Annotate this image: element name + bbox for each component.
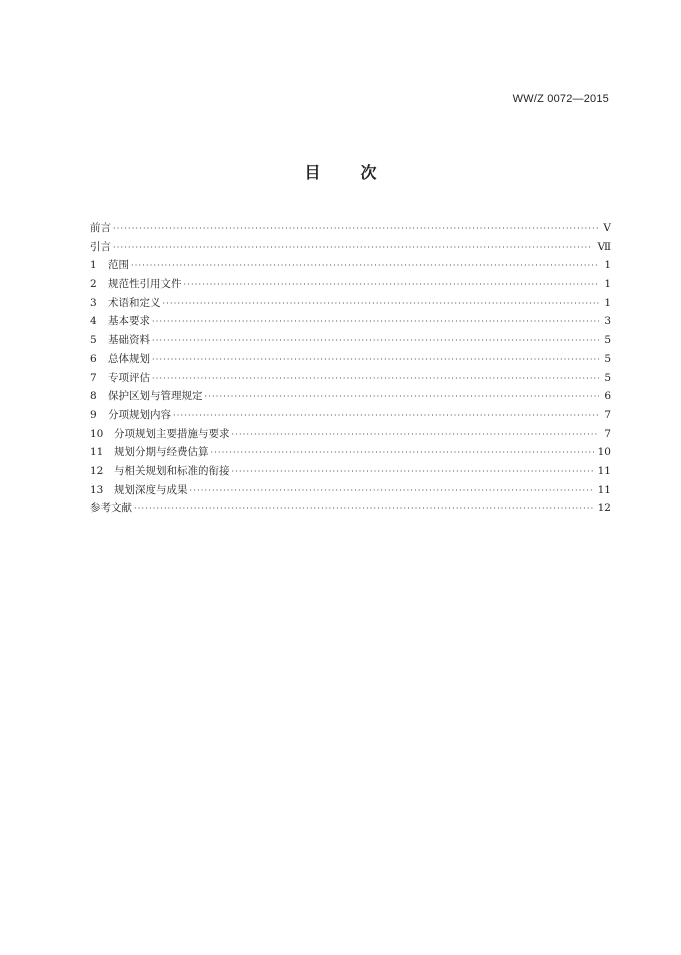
toc-leader-dots — [173, 407, 599, 426]
toc-entry-page: 11 — [597, 464, 611, 477]
toc-entry-12[interactable] — [90, 462, 611, 481]
toc-leader-dots — [152, 313, 599, 332]
toc-entry-label: 基本要求 — [108, 315, 150, 328]
page-title-char-1: 目 — [304, 163, 321, 182]
toc-leader-dots — [152, 351, 599, 370]
toc-leader-dots — [134, 500, 594, 519]
toc-entry-2[interactable] — [90, 275, 611, 294]
toc-entry-page: 10 — [597, 446, 611, 459]
toc-leader-dots — [131, 257, 599, 276]
toc-entry-number: 5 — [90, 334, 97, 347]
page-title — [0, 160, 681, 183]
toc-leader-dots — [152, 332, 599, 351]
toc-leader-dots — [152, 370, 599, 389]
toc-entry-label: 规范性引用文件 — [108, 278, 182, 291]
toc-entry-10[interactable] — [90, 425, 611, 444]
toc-entry-8[interactable] — [90, 387, 611, 406]
toc-entry-number: 9 — [90, 408, 97, 421]
toc-entry-page: 5 — [604, 352, 611, 365]
toc-leader-dots — [113, 220, 599, 239]
toc-leader-dots — [190, 482, 594, 501]
toc-entry-label: 引言 — [90, 240, 111, 253]
toc-entry-6[interactable] — [90, 350, 611, 369]
toc-entry-label: 专项评估 — [108, 371, 150, 384]
toc-entry-page: 6 — [604, 390, 611, 403]
toc-entry-number: 1 — [90, 259, 97, 272]
toc-entry-number: 2 — [90, 278, 97, 291]
toc-entry-number: 4 — [90, 315, 97, 328]
toc-entry-page: 1 — [604, 278, 611, 291]
toc-entry-number: 6 — [90, 352, 97, 365]
toc-entry-11[interactable] — [90, 443, 611, 462]
toc-entry-number: 8 — [90, 390, 97, 403]
toc-entry-9[interactable] — [90, 406, 611, 425]
toc-leader-dots — [113, 239, 593, 258]
toc-entry-introduction[interactable] — [90, 238, 611, 257]
toc-entry-label: 前言 — [90, 222, 111, 234]
toc-entry-1[interactable] — [90, 256, 611, 275]
page-title-char-2: 次 — [360, 163, 377, 182]
toc-entry-label: 保护区划与管理规定 — [108, 390, 203, 403]
table-of-contents — [90, 219, 611, 518]
toc-leader-dots — [184, 276, 600, 295]
toc-entry-label: 分项规划主要措施与要求 — [114, 427, 230, 440]
toc-entry-number: 7 — [90, 371, 97, 384]
toc-entry-number: 13 — [90, 483, 104, 496]
toc-entry-label: 基础资料 — [108, 334, 150, 347]
toc-entry-number: 3 — [90, 296, 97, 309]
toc-entry-number: 10 — [90, 427, 104, 440]
toc-entry-references[interactable] — [90, 499, 611, 518]
toc-leader-dots — [205, 388, 600, 407]
toc-entry-label: 参考文献 — [90, 502, 132, 515]
toc-entry-number: 12 — [90, 464, 104, 477]
toc-entry-page: 11 — [597, 483, 611, 496]
toc-leader-dots — [232, 426, 600, 445]
standard-code: WW/Z 0072—2015 — [512, 93, 609, 105]
toc-entry-13[interactable] — [90, 481, 611, 500]
toc-entry-foreword[interactable] — [90, 219, 611, 238]
toc-entry-page: Ⅶ — [597, 240, 611, 253]
toc-entry-label: 总体规划 — [108, 352, 150, 365]
toc-leader-dots — [232, 463, 594, 482]
toc-entry-page: Ⅴ — [603, 222, 611, 234]
toc-entry-7[interactable] — [90, 369, 611, 388]
toc-entry-page: 5 — [604, 334, 611, 347]
toc-entry-page: 3 — [604, 315, 611, 328]
toc-entry-3[interactable] — [90, 294, 611, 313]
toc-entry-label: 术语和定义 — [108, 296, 161, 309]
toc-entry-label: 范围 — [108, 259, 129, 272]
toc-leader-dots — [211, 444, 594, 463]
toc-entry-label: 规划深度与成果 — [114, 483, 188, 496]
toc-entry-page: 1 — [604, 296, 611, 309]
toc-entry-label: 分项规划内容 — [108, 408, 171, 421]
toc-leader-dots — [163, 295, 600, 314]
toc-entry-5[interactable] — [90, 331, 611, 350]
toc-entry-4[interactable] — [90, 312, 611, 331]
toc-entry-page: 5 — [604, 371, 611, 384]
toc-entry-page: 7 — [604, 427, 611, 440]
toc-entry-label: 规划分期与经费估算 — [114, 446, 209, 459]
toc-entry-page: 12 — [597, 502, 611, 515]
toc-entry-page: 7 — [604, 408, 611, 421]
toc-entry-label: 与相关规划和标准的衔接 — [114, 464, 230, 477]
toc-entry-number: 11 — [90, 446, 104, 459]
toc-entry-page: 1 — [604, 259, 611, 272]
